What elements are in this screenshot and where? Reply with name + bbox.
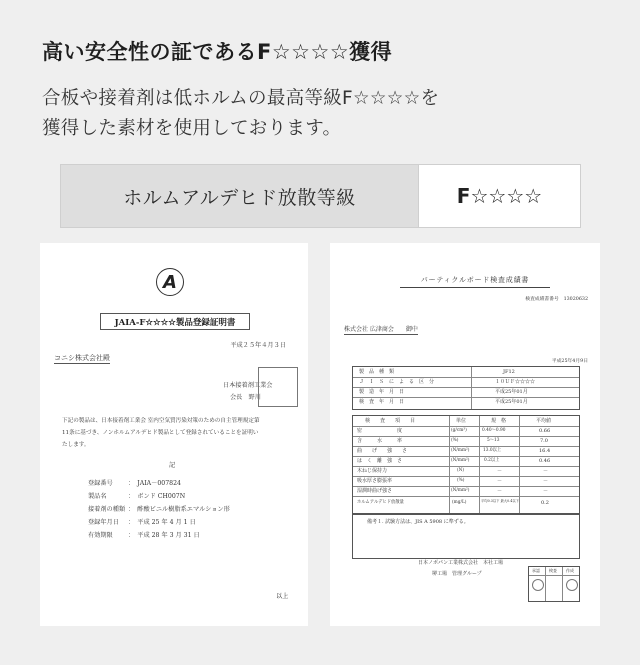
test-table bbox=[352, 415, 580, 515]
certificate-ki: 記 bbox=[169, 462, 176, 469]
approval-seal bbox=[566, 579, 578, 591]
spec-value: 平成25年01月 bbox=[495, 389, 528, 395]
test-header-std: 規 格 bbox=[491, 418, 507, 424]
field-label: 有効期限 bbox=[88, 532, 113, 539]
test-item: 密 度 bbox=[357, 428, 403, 434]
field-label: 登録年月日 bbox=[88, 519, 119, 526]
certificate-title: JAIA-F☆☆☆☆製品登録証明書 bbox=[100, 313, 250, 330]
grade-label-cell: ホルムアルデヒド放散等級 bbox=[61, 165, 419, 227]
field-value: ： 酢酸ビニル樹脂系エマルション形 bbox=[128, 506, 230, 513]
section-description bbox=[42, 84, 439, 144]
test-unit: (%) bbox=[451, 438, 459, 443]
report-note-box bbox=[352, 513, 580, 559]
test-item: 曲 げ 強 さ bbox=[357, 448, 408, 454]
certificate-ijo: 以上 bbox=[276, 593, 289, 600]
test-result: 7.0 bbox=[540, 438, 548, 444]
test-item: 含 水 率 bbox=[357, 438, 403, 444]
report-footer-line-1: 日本ノボパン工業株式会社 本社工場 bbox=[418, 560, 504, 566]
issuer-square-seal bbox=[258, 367, 298, 407]
test-result: － bbox=[543, 488, 549, 494]
spec-value: １０ＵＦ☆☆☆☆ bbox=[495, 379, 536, 385]
spec-label: 検 査 年 月 日 bbox=[359, 399, 405, 405]
test-header-result: 平均値 bbox=[536, 418, 552, 424]
test-unit: (N/mm²) bbox=[451, 488, 470, 493]
certificate-recipient: コニシ株式会社殿 bbox=[54, 354, 110, 362]
test-std: － bbox=[497, 488, 503, 494]
field-label: 製品名 bbox=[88, 493, 107, 500]
approval-box bbox=[528, 566, 580, 602]
test-unit: (g/cm³) bbox=[451, 428, 467, 433]
grade-table bbox=[60, 164, 581, 228]
inspection-report-image bbox=[330, 243, 600, 626]
field-value: ： JAIA－007824 bbox=[128, 480, 181, 487]
field-label: 接着剤の種類 bbox=[88, 506, 126, 513]
test-result: － bbox=[543, 468, 549, 474]
test-unit: (%) bbox=[457, 478, 465, 483]
section-heading: 高い安全性の証であるF☆☆☆☆獲得 bbox=[42, 40, 393, 64]
approval-seal bbox=[532, 579, 544, 591]
certificate-body-line-2: 11条に基づき、ノンホルムアルデヒド製品として登録されていることを証明い bbox=[62, 430, 259, 436]
test-result: 0.2 bbox=[541, 500, 549, 506]
test-result: 0.46 bbox=[539, 458, 551, 464]
test-unit: (N/mm²) bbox=[451, 448, 470, 453]
field-value: ： 平成 28 年 3 月 31 日 bbox=[128, 532, 200, 539]
report-title: パーティクルボード検査成績書 bbox=[400, 275, 550, 288]
test-item: 吸水厚さ膨張率 bbox=[357, 478, 393, 484]
report-footer-line-2: 堺工場 管理グループ bbox=[432, 571, 482, 577]
approval-header: 承認 bbox=[532, 568, 540, 573]
spec-value: 平成25年01月 bbox=[495, 399, 528, 405]
test-result: 0.66 bbox=[539, 428, 551, 434]
spec-value: JF12 bbox=[503, 369, 515, 375]
test-unit: (mg/L) bbox=[452, 500, 467, 505]
test-std: 0.2以上 bbox=[484, 458, 500, 463]
jaia-logo: A bbox=[156, 268, 184, 296]
test-std: 0.40～0.90 bbox=[482, 428, 506, 433]
certificate-body-line-3: たします。 bbox=[62, 442, 90, 448]
test-header-item: 検 査 項 目 bbox=[365, 418, 416, 424]
approval-header: 検査 bbox=[549, 568, 557, 573]
grade-value-cell: F☆☆☆☆ bbox=[456, 184, 543, 208]
spec-label: Ｊ Ｉ Ｓ に よ る 区 分 bbox=[359, 379, 435, 385]
approval-header: 作成 bbox=[566, 568, 574, 573]
test-header-unit: 単位 bbox=[456, 418, 467, 424]
certificate-date: 平成２５年４月３日 bbox=[230, 342, 286, 349]
report-customer: 株式会社 広津商会 御中 bbox=[344, 326, 418, 333]
field-value: ： ボンド CH007N bbox=[128, 493, 186, 500]
issuer-line-2: 会長 野川 bbox=[230, 394, 261, 401]
field-value: ： 平成 25 年 4 月 1 日 bbox=[128, 519, 196, 526]
certificate-body-line-1: 下記の製品は、日本接着剤工業会 室内空気質汚染対策のための自主管理規定第 bbox=[62, 418, 260, 424]
registration-certificate-image bbox=[40, 243, 308, 626]
test-std: － bbox=[497, 468, 503, 474]
test-item: は く 離 強 さ bbox=[357, 458, 403, 464]
description-line-1: 合板や接着剤は低ホルムの最高等級F☆☆☆☆を bbox=[42, 88, 440, 109]
spec-table bbox=[352, 366, 580, 410]
report-date: 平成25年4月9日 bbox=[551, 359, 588, 364]
test-unit: (N) bbox=[457, 468, 465, 473]
test-unit: (N/mm²) bbox=[451, 458, 470, 463]
report-doc-number: 検査成績書番号 13020632 bbox=[525, 297, 588, 302]
test-std: 5～13 bbox=[487, 438, 500, 443]
test-item: 湿潤時曲げ強さ bbox=[357, 488, 393, 494]
test-std: 13.0以上 bbox=[483, 448, 502, 453]
field-label: 登録番号 bbox=[88, 480, 113, 487]
test-std: － bbox=[497, 478, 503, 484]
test-result: 16.4 bbox=[539, 448, 551, 454]
spec-label: 製 造 年 月 日 bbox=[359, 389, 405, 395]
spec-label: 製 品 種 類 bbox=[359, 369, 395, 375]
report-note: 備考１. 試験方法は、JIS A 5908 に準ずる。 bbox=[367, 519, 469, 525]
test-result: － bbox=[543, 478, 549, 484]
test-std: 平均0.3以下 最大0.4以下 bbox=[481, 499, 519, 503]
issuer-line-1: 日本接着剤工業会 bbox=[223, 382, 273, 389]
test-item: 木ねじ保持力 bbox=[357, 468, 388, 474]
description-line-2: 獲得した素材を使用しております。 bbox=[42, 118, 342, 139]
test-item: ホルムアルデヒド放散量 bbox=[357, 500, 404, 505]
